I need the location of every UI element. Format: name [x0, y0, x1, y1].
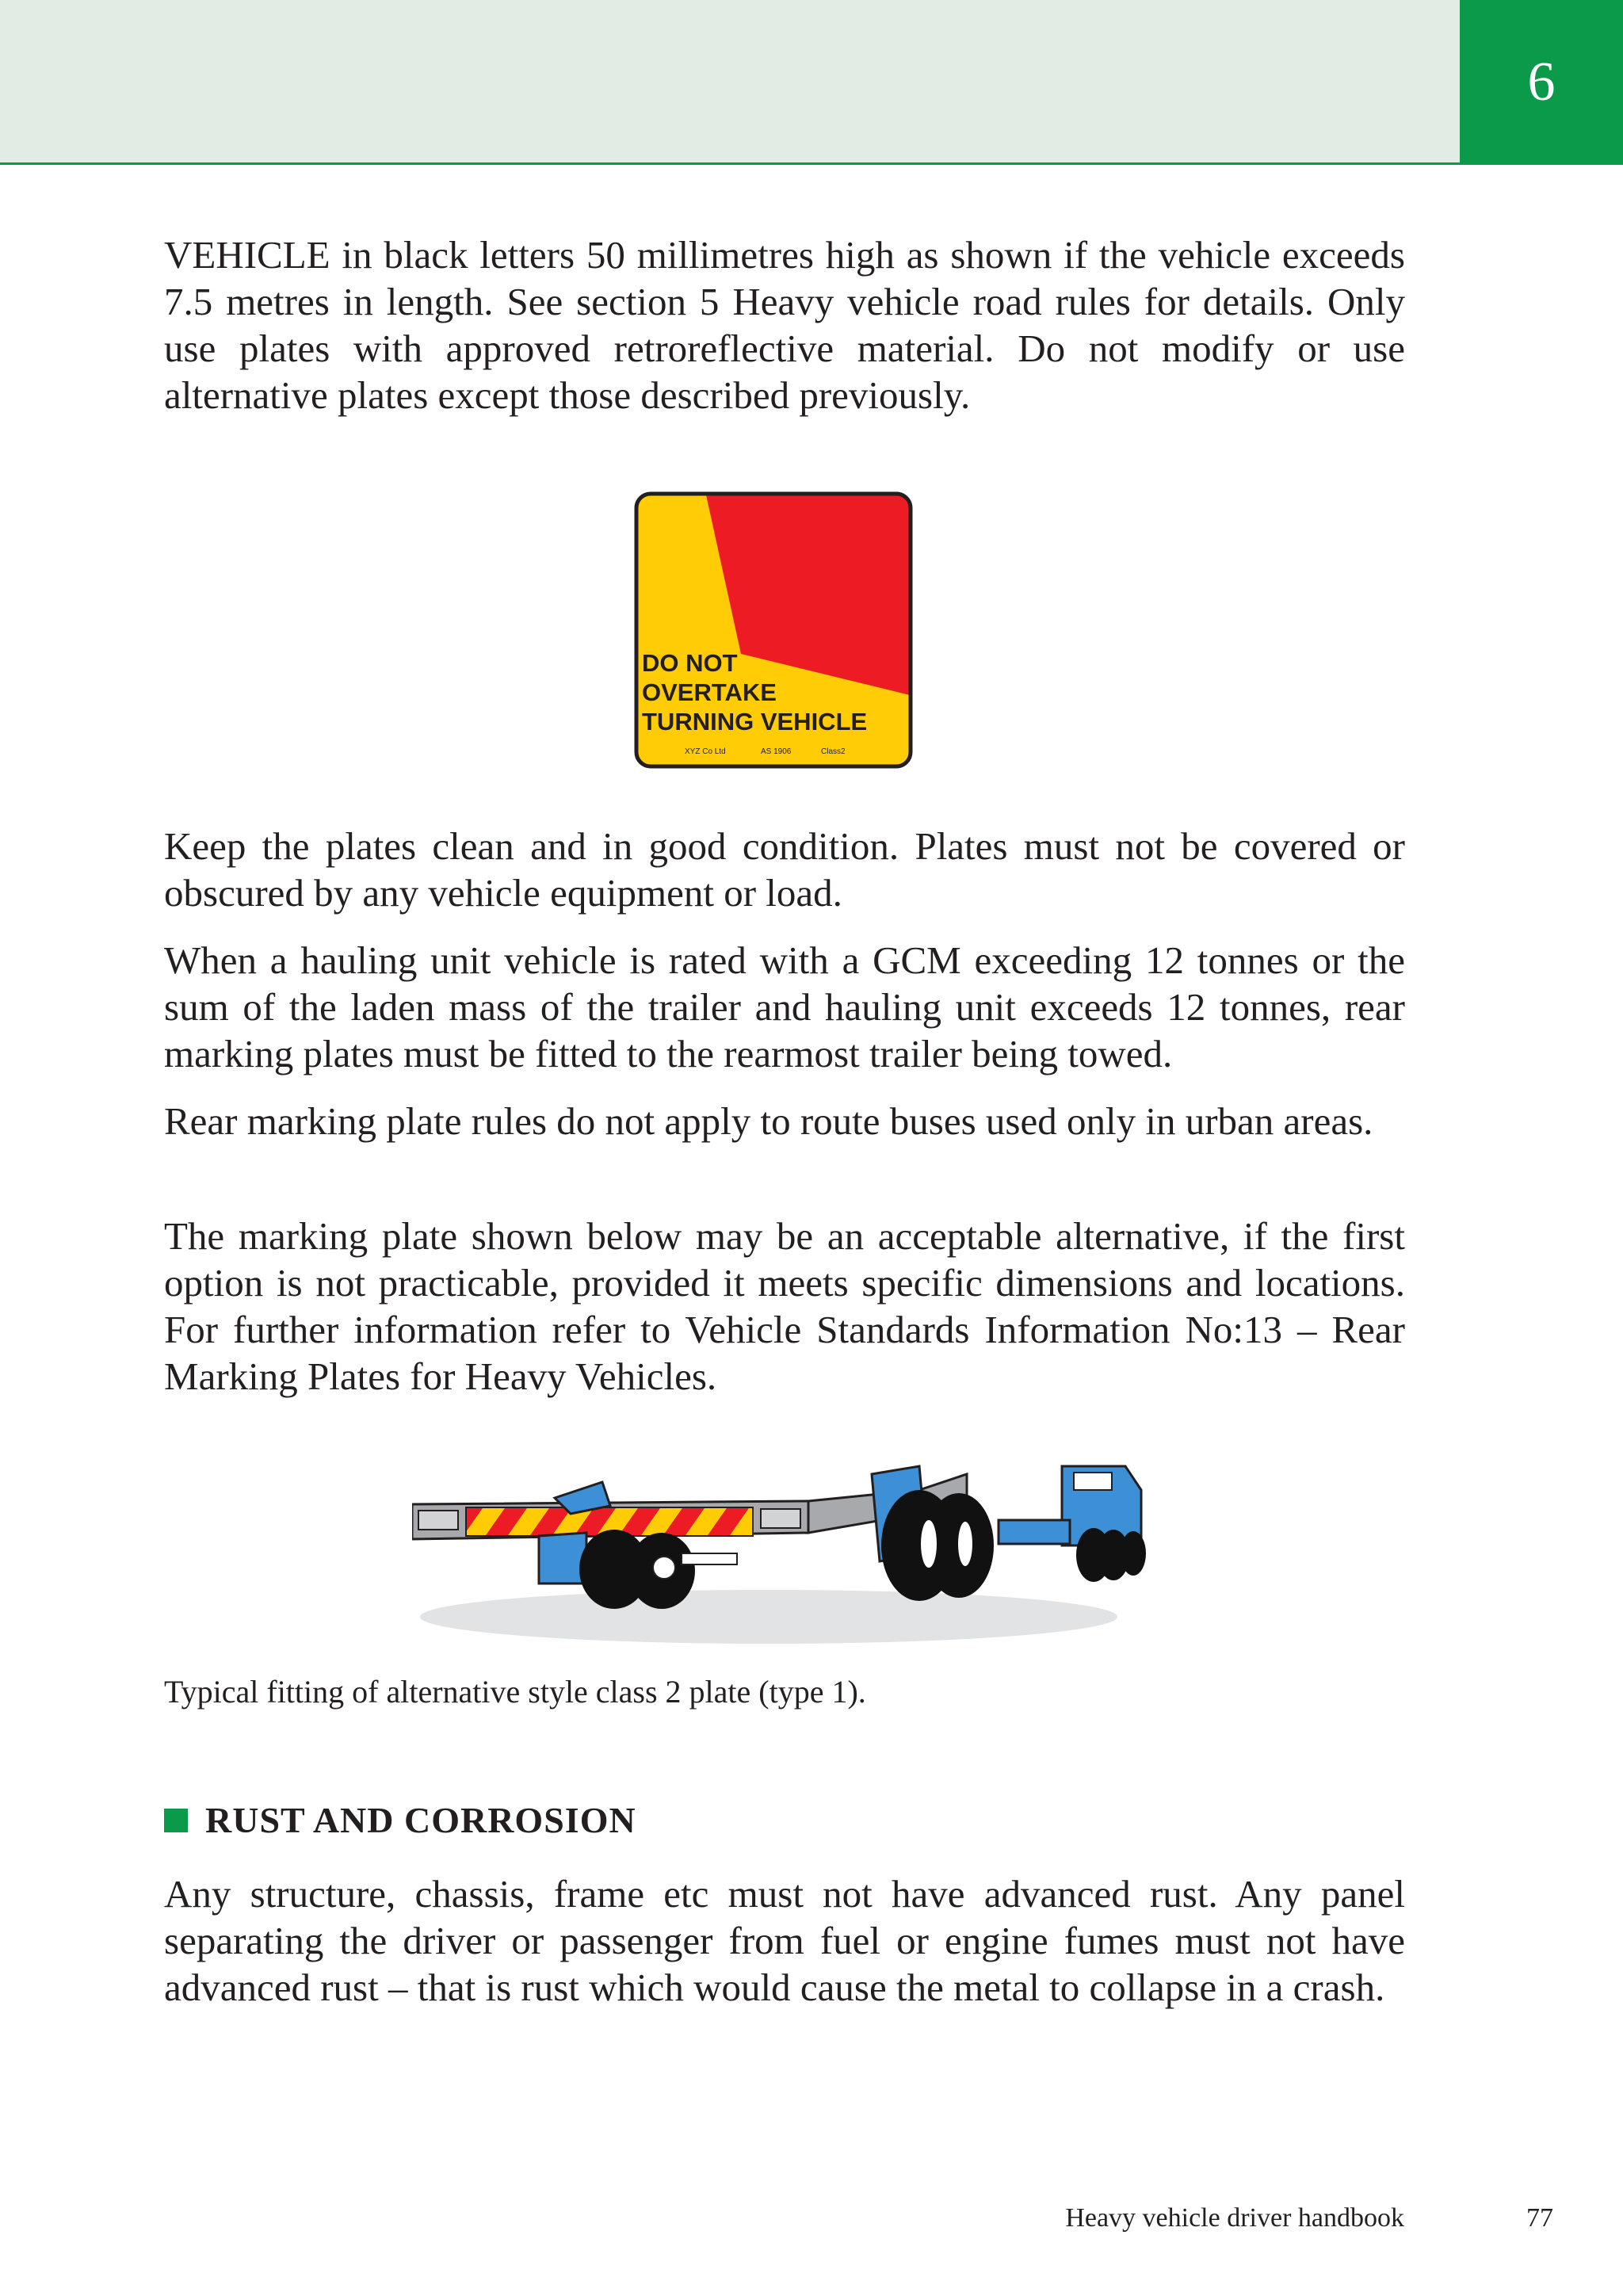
middle-hub-2 [958, 1522, 972, 1566]
axle-bar [682, 1553, 737, 1564]
sign-graphic [634, 491, 913, 769]
spare-wheel-hub [653, 1557, 675, 1579]
paragraph-hauling-unit: When a hauling unit vehicle is rated with a GCM exceeding 12 tonnes or the sum of the laden mass of the trailer and hauling unit exceeds 12 tonnes, rear marking plates must be fitted to the rearmost trailer being towed. [164, 938, 1405, 1075]
header-band [0, 0, 1460, 165]
right-tail-light [761, 1509, 800, 1528]
paragraph-keep-clean: Keep the plates clean and in good condition. Plates must not be covered or obscured by any vehicle equipment or load. [164, 824, 1405, 915]
truck-chassis [999, 1520, 1070, 1544]
sign-line-1: DO NOT [642, 649, 738, 677]
chapter-number: 6 [1527, 52, 1556, 113]
ground-shadow [420, 1590, 1117, 1644]
chapter-tab [1460, 0, 1623, 165]
cab-window [1074, 1473, 1112, 1490]
figure-caption: Typical fitting of alternative style class 2 plate (type 1). [164, 1674, 866, 1710]
sign-standard: AS 1906 [761, 747, 792, 756]
do-not-overtake-sign [634, 491, 913, 769]
sign-line-3: TURNING VEHICLE [642, 708, 868, 735]
sign-class: Class2 [821, 747, 846, 756]
truck-illustration [412, 1450, 1157, 1656]
section-heading [164, 1799, 636, 1841]
rear-mudguard [539, 1533, 586, 1584]
page-number: 77 [1526, 2203, 1553, 2233]
paragraph-route-buses: Rear marking plate rules do not apply to route buses used only in urban areas. [164, 1099, 1373, 1143]
section-bullet-square [164, 1809, 188, 1832]
footer-title: Heavy vehicle driver handbook [1065, 2203, 1404, 2233]
paragraph-vehicle-plate: VEHICLE in black letters 50 millimetres high as shown if the vehicle exceeds 7.5 metres in length. See section 5 Heavy vehicle road rules for details. Only use plates with approved retroreflective material. Do not modify or use alternative plates except those described previously. [164, 233, 1405, 417]
paragraph-alternative-plate: The marking plate shown below may be an acceptable alternative, if the first option is not practicable, provided it meets specific dimensions and locations. For further information refer to Vehicle Standards Information No:13 – Rear Marking Plates for Heavy Vehicles. [164, 1214, 1405, 1398]
cab-wheel-3 [1121, 1531, 1146, 1576]
truck-trailer-figure [412, 1450, 1157, 1656]
middle-hub-1 [921, 1520, 937, 1568]
sign-maker: XYZ Co Ltd [685, 747, 726, 756]
left-tail-light [418, 1511, 458, 1530]
paragraph-rust: Any structure, chassis, frame etc must not have advanced rust. Any panel separating the driver or passenger from fuel or engine fumes must not have advanced rust – that is rust which would cause the metal to collapse in a crash. [164, 1872, 1405, 2009]
sign-line-2: OVERTAKE [642, 678, 777, 706]
section-title: RUST AND CORROSION [205, 1800, 636, 1840]
